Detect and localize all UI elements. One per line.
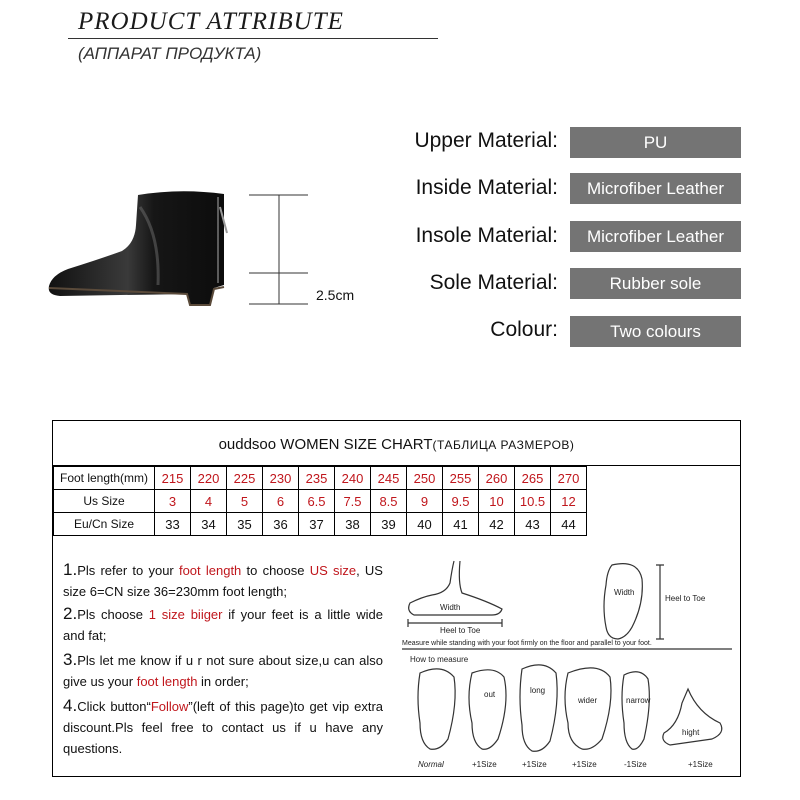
tag-wider: wider	[578, 696, 598, 705]
tag-long: long	[530, 686, 546, 695]
label-heel-toe-side: Heel to Toe	[440, 626, 481, 635]
label-width-side: Width	[440, 603, 461, 612]
label-normal: Normal	[418, 760, 444, 769]
table-cell: 10.5	[515, 490, 551, 513]
tag-narrow: narrow	[626, 696, 651, 705]
label-wider-size: +1Size	[572, 760, 597, 769]
page-title: PRODUCT ATTRIBUTE	[78, 8, 344, 35]
table-cell: 4	[191, 490, 227, 513]
table-cell: 12	[551, 490, 587, 513]
row-header-eu-cn-size: Eu/Cn Size	[54, 513, 155, 536]
heel-height-label: 2.5cm	[316, 287, 355, 303]
table-cell: 265	[515, 467, 551, 490]
table-row	[54, 490, 587, 513]
table-cell: 9.5	[443, 490, 479, 513]
measure-caption: Measure while standing with your foot firmly on the floor and parallel to your foot.	[402, 640, 652, 647]
note-3: 3.Pls let me know if u r not sure about size,u can also give us your foot length in order;	[63, 650, 383, 689]
label-out-size: +1Size	[472, 760, 497, 769]
measure-diagram	[402, 553, 732, 771]
attr-label-inside: Inside Material:	[415, 176, 558, 199]
table-cell: 6.5	[299, 490, 335, 513]
label-high-size: +1Size	[688, 760, 713, 769]
attr-value-sole: Rubber sole	[570, 268, 741, 299]
label-width-top: Width	[614, 588, 635, 597]
table-cell: 5	[227, 490, 263, 513]
table-cell: 260	[479, 467, 515, 490]
size-chart	[52, 420, 741, 777]
attr-value-colour: Two colours	[570, 316, 741, 347]
row-header-foot-length: Foot length(mm)	[54, 467, 155, 490]
tag-hight: hight	[682, 728, 700, 737]
table-row	[54, 513, 587, 536]
label-heel-toe-top: Heel to Toe	[665, 594, 706, 603]
table-cell: 3	[155, 490, 191, 513]
table-row	[54, 467, 587, 490]
attr-label-insole: Insole Material:	[415, 224, 558, 247]
table-cell: 43	[515, 513, 551, 536]
follow-link[interactable]: Follow	[150, 699, 189, 714]
table-cell: 41	[443, 513, 479, 536]
foot-wider	[565, 668, 611, 749]
table-cell: 215	[155, 467, 191, 490]
foot-long	[520, 665, 557, 751]
tag-out: out	[484, 690, 496, 699]
table-cell: 38	[335, 513, 371, 536]
row-header-us-size: Us Size	[54, 490, 155, 513]
foot-normal	[418, 669, 455, 749]
table-cell: 33	[155, 513, 191, 536]
attr-value-inside: Microfiber Leather	[570, 173, 741, 204]
table-cell: 39	[371, 513, 407, 536]
table-cell: 240	[335, 467, 371, 490]
label-long-size: +1Size	[522, 760, 547, 769]
table-cell: 245	[371, 467, 407, 490]
table-cell: 8.5	[371, 490, 407, 513]
table-cell: 9	[407, 490, 443, 513]
table-cell: 7.5	[335, 490, 371, 513]
table-cell: 230	[263, 467, 299, 490]
title-underline	[68, 38, 438, 39]
note-2: 2.Pls choose 1 size biiger if your feet is a little wide and fat;	[63, 604, 384, 643]
table-cell: 235	[299, 467, 335, 490]
size-chart-title-en: ouddsoo WOMEN SIZE CHART	[218, 436, 433, 453]
attr-value-insole: Microfiber Leather	[570, 221, 741, 252]
attr-value-upper: PU	[570, 127, 741, 158]
page-subtitle: (АППАРАТ ПРОДУКТА)	[78, 44, 262, 63]
foot-out	[469, 670, 506, 749]
foot-narrow	[622, 672, 649, 749]
how-to-measure: How to measure	[410, 655, 469, 664]
table-cell: 250	[407, 467, 443, 490]
note-1: 1.Pls refer to your foot length to choose US size, US size 6=CN size 36=230mm foot length;	[63, 560, 383, 599]
table-cell: 40	[407, 513, 443, 536]
attr-label-upper: Upper Material:	[414, 129, 558, 152]
table-cell: 44	[551, 513, 587, 536]
table-cell: 270	[551, 467, 587, 490]
table-cell: 34	[191, 513, 227, 536]
attr-label-sole: Sole Material:	[429, 271, 558, 294]
table-cell: 36	[263, 513, 299, 536]
attr-label-colour: Colour:	[490, 318, 558, 341]
table-cell: 225	[227, 467, 263, 490]
size-chart-title	[53, 421, 740, 466]
label-narrow-size: -1Size	[624, 760, 647, 769]
top-foot-sketch	[604, 564, 642, 639]
table-cell: 37	[299, 513, 335, 536]
table-cell: 6	[263, 490, 299, 513]
size-table	[53, 466, 587, 536]
note-4: 4.Click button“Follow”(left of this page)to get vip extra discount.Pls feel free to contact us if u have any questions.	[63, 696, 383, 756]
table-cell: 255	[443, 467, 479, 490]
table-cell: 10	[479, 490, 515, 513]
size-chart-title-ru: (ТАБЛИЦА РАЗМЕРОВ)	[432, 438, 575, 452]
table-cell: 35	[227, 513, 263, 536]
table-cell: 220	[191, 467, 227, 490]
table-cell: 42	[479, 513, 515, 536]
